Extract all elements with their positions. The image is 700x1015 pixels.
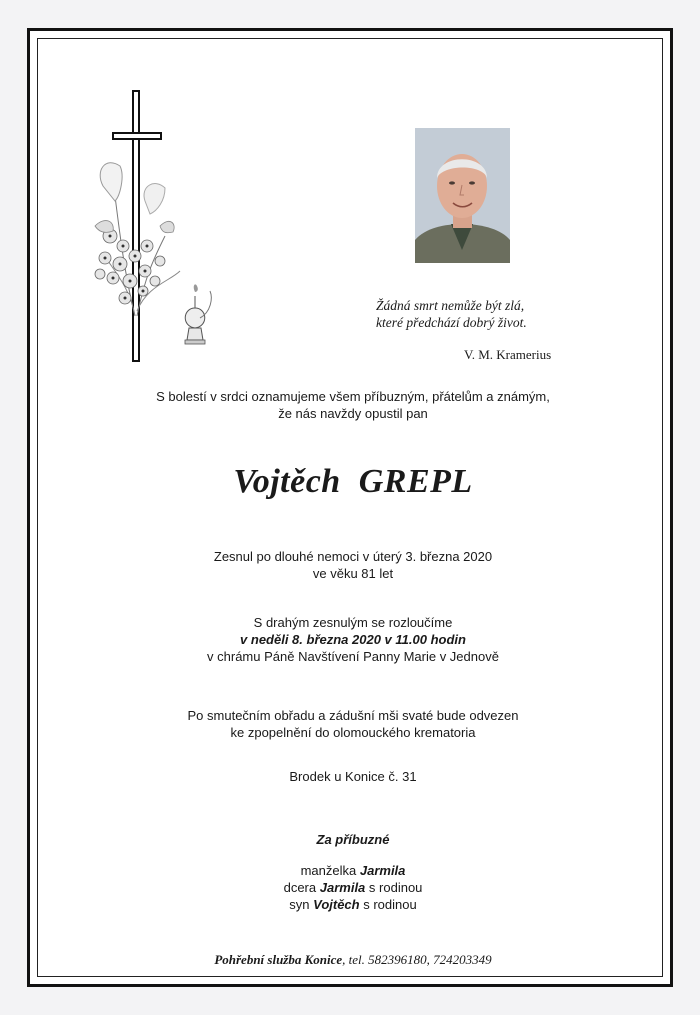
address: Brodek u Konice č. 31 [289,769,417,784]
cross-icon [85,86,225,366]
quote-line-2: které předchází dobrý život. [376,315,527,330]
member-relation: manželka [300,863,357,878]
quote-line-1: Žádná smrt nemůže být zlá, [376,298,525,313]
cremation-line-2: ke zpopelnění do olomouckého krematoria [230,725,476,740]
family-member [30,896,676,913]
notice-frame [27,28,673,987]
member-relation: syn [289,897,310,912]
deceased-name [30,463,676,501]
footer [30,952,676,968]
member-suffix: s rodinou [363,897,417,912]
first-name: Vojtěch [233,463,341,500]
quote-author: V. M. Kramerius [464,347,552,362]
last-name: GREPL [358,463,473,500]
farewell-date: v neděli 8. března 2020 v 11.00 hodin [240,632,466,647]
intro-line-1: S bolestí v srdci oznamujeme všem příbuzným, přátelům a známým, [156,389,550,404]
portrait-photo [415,128,510,263]
family-heading: Za příbuzné [316,832,390,847]
member-name: Jarmila [319,880,366,895]
death-line-1: Zesnul po dlouhé nemoci v úterý 3. března 2020 [213,549,493,564]
family-member [30,862,676,879]
intro-line-2: že nás navždy opustil pan [278,406,428,421]
cremation-line-1: Po smutečním obřadu a zádušní mši svaté bude odvezen [187,708,519,723]
death-line-2: ve věku 81 let [312,566,394,581]
member-suffix: s rodinou [368,880,423,895]
oil-lamp-icon [185,284,211,344]
funeral-company: Pohřební služba Konice [214,952,343,967]
member-relation: dcera [283,880,317,895]
family-member [30,879,676,896]
member-name: Vojtěch [313,897,360,912]
farewell-line-1: S drahým zesnulým se rozloučíme [253,615,453,630]
farewell-line-3: v chrámu Páně Navštívení Panny Marie v Jednově [207,649,499,664]
footer-phone: , tel. 582396180, 724203349 [342,952,492,967]
member-name: Jarmila [359,863,406,878]
